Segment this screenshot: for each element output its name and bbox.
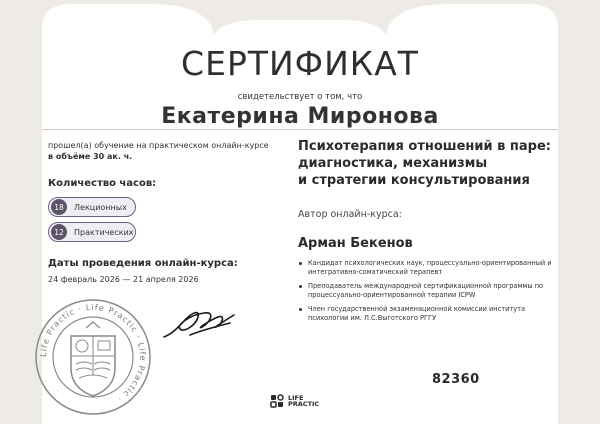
hours-count: 18 bbox=[51, 199, 67, 215]
author-name: Арман Бекенов bbox=[298, 236, 413, 251]
hours-pill-practice bbox=[48, 222, 136, 242]
left-column bbox=[48, 140, 278, 284]
certificate-subtitle: свидетельствует о том, что bbox=[237, 92, 363, 102]
course-title-line: и стратегии консультирования bbox=[298, 173, 530, 188]
author-label: Автор онлайн-курса: bbox=[298, 209, 402, 220]
hours-heading: Количество часов: bbox=[48, 178, 157, 189]
signature bbox=[160, 303, 238, 343]
seal-stamp bbox=[34, 298, 152, 416]
brand-logo bbox=[270, 394, 319, 408]
course-title bbox=[298, 138, 558, 189]
hours-label: Лекционных bbox=[74, 202, 127, 212]
hours-count: 12 bbox=[51, 224, 67, 240]
right-column bbox=[298, 138, 558, 339]
hours-label: Практических bbox=[74, 227, 134, 237]
credential-item: Преподаватель международной сертификационной программы по процессуально-ориентированной терапии ICPW bbox=[298, 282, 558, 300]
course-title-line: диагностика, механизмы bbox=[298, 156, 488, 171]
volume-text: в объёме 30 ак. ч. bbox=[48, 152, 133, 161]
brand-logo-line: LIFE bbox=[288, 393, 304, 402]
certificate-title: СЕРТИФИКАТ bbox=[181, 44, 419, 83]
svg-text:Life Practic · Life Practic ·: Life Practic · Life Practic · Life Practic · bbox=[38, 302, 148, 404]
course-title-line: Психотерапия отношений в паре: bbox=[298, 139, 551, 154]
credential-item: Член государственной экзаменационной комиссии института психологии им. Л.С.Выготского РГГУ bbox=[298, 305, 558, 323]
author-credentials bbox=[298, 259, 558, 323]
course-dates: 24 февраль 2026 — 21 апреля 2026 bbox=[48, 275, 199, 284]
completion-text: прошел(а) обучение на практическом онлайн-курсе bbox=[48, 141, 269, 150]
brand-logo-text bbox=[288, 395, 319, 408]
hours-pill-lectures bbox=[48, 197, 136, 217]
credential-item: Кандидат психологических наук, процессуально-ориентированный и интегративно-соматический терапевт bbox=[298, 259, 558, 277]
life-practic-logo-icon bbox=[270, 394, 284, 408]
recipient-name: Екатерина Миронова bbox=[161, 104, 439, 129]
brand-logo-line: PRACTIC bbox=[288, 400, 320, 408]
dates-heading: Даты проведения онлайн-курса: bbox=[48, 258, 238, 269]
certificate-number: 82360 bbox=[432, 372, 480, 387]
divider bbox=[42, 129, 558, 130]
